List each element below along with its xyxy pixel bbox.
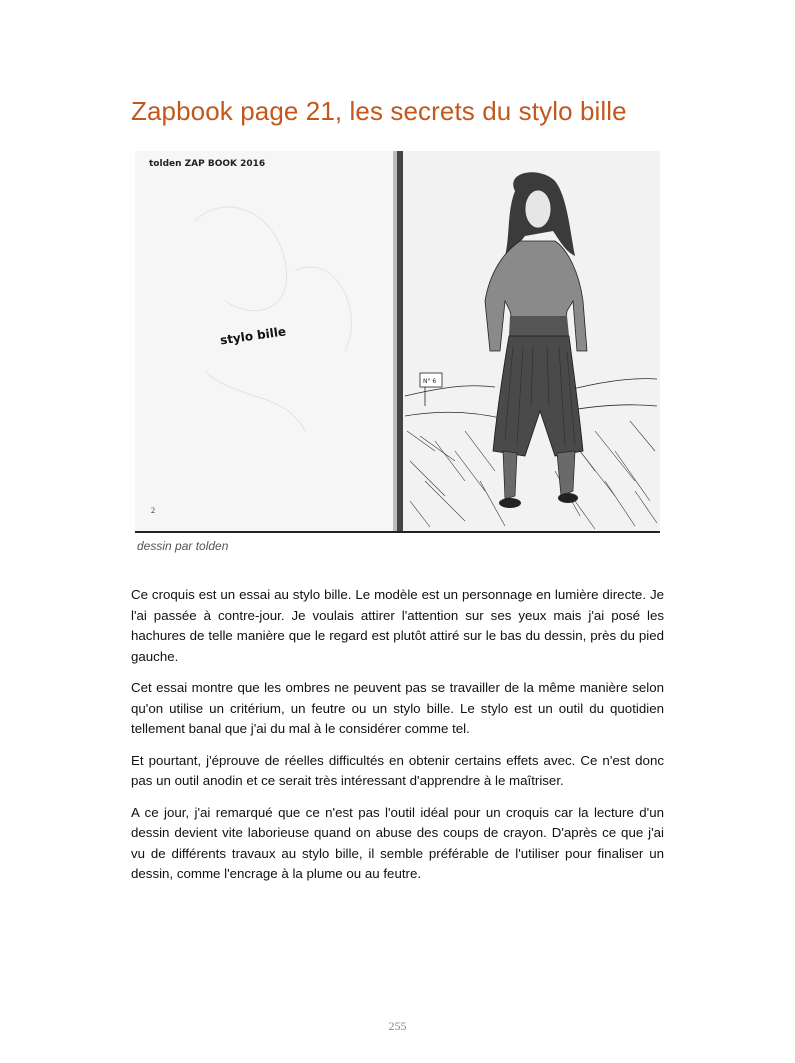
page-title: Zapbook page 21, les secrets du stylo bille (131, 96, 627, 126)
paragraph: Cet essai montre que les ombres ne peuvent pas se travailler de la même manière selon qu'on utilise un critérium, un feutre ou un stylo bille. Le stylo est un outil du quotidien tellement banal que j'ai du mal à le considérer comme tel. (131, 680, 664, 736)
body-text (131, 585, 664, 896)
sign-text: N° 6 (423, 378, 437, 385)
stylo-bille-label: stylo bille (219, 324, 287, 348)
figure-caption: dessin par tolden (137, 539, 229, 553)
page-number: 255 (388, 1019, 407, 1033)
sketchbook-page-number: 2 (151, 506, 155, 515)
sketchbook-header-text: tolden ZAP BOOK 2016 (149, 159, 266, 169)
paragraph: A ce jour, j'ai remarqué que ce n'est pas l'outil idéal pour un croquis car la lecture d'un dessin devient vite laborieuse quand on abuse des coups de crayon. D'après ce que j'ai vu de différents travaux au stylo bille, il semble préférable de l'utiliser pour finaliser un dessin, comme l'encrage à la plume ou au feutre. (131, 804, 664, 881)
sketchbook-image (135, 151, 660, 533)
paragraph: Ce croquis est un essai au stylo bille. Le modèle est un personnage en lumière directe. Je l'ai passée à contre-jour. Je voulais attirer l'attention sur ses yeux mais j'ai posé les hachures de telle manière que le regard est plutôt attiré sur le bas du dessin, près du pied gauche. (131, 587, 664, 664)
paragraph: Et pourtant, j'éprouve de réelles difficultés en obtenir certains effets avec. Ce n'est donc pas un outil anodin et ce serait très intéressant d'apprendre à le maîtriser. (131, 752, 664, 788)
